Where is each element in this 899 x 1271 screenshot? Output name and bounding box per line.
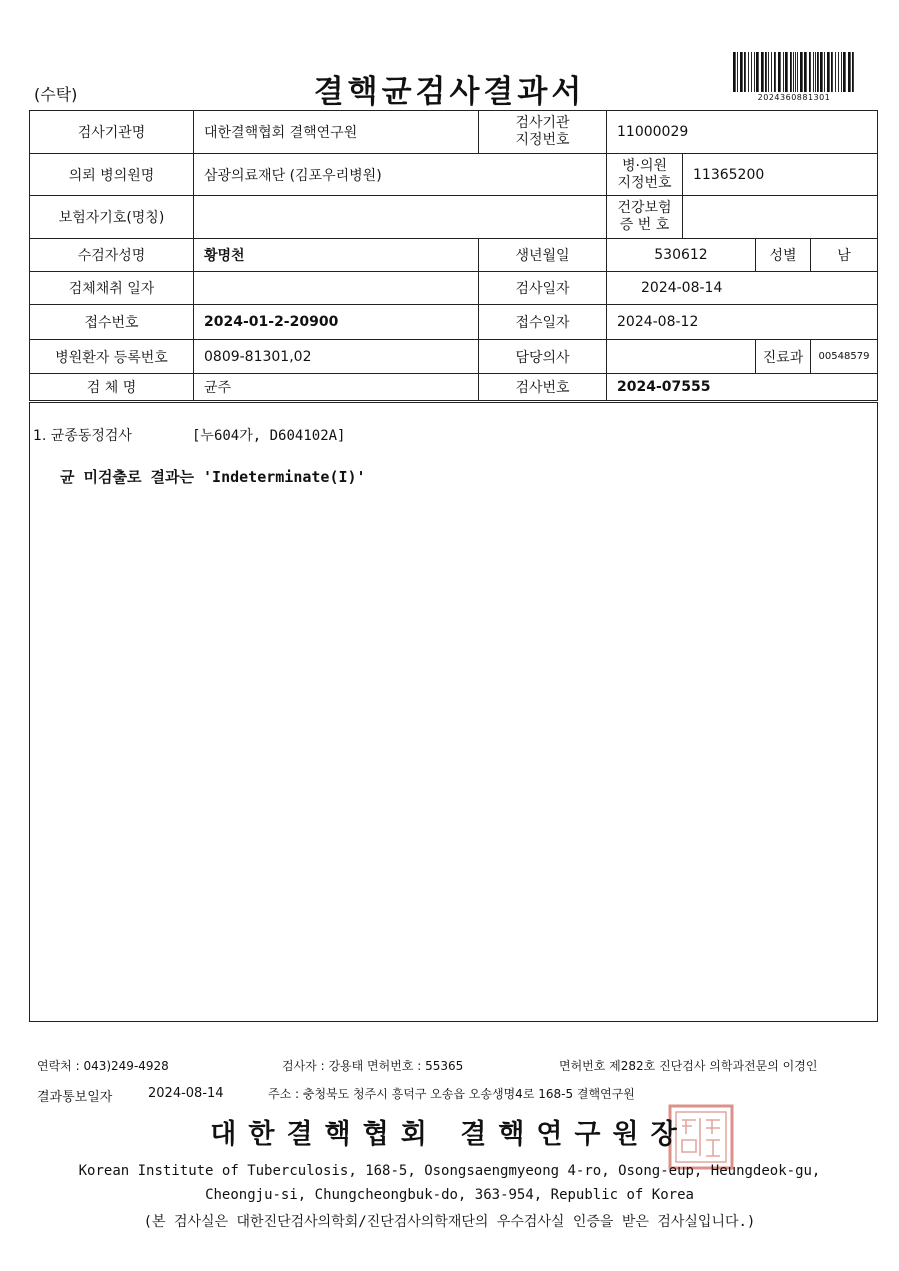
barcode-bar <box>785 52 788 92</box>
barcode-bar <box>756 52 759 92</box>
report-date-value: 2024-08-14 <box>148 1086 224 1101</box>
receipt-date-value: 2024-08-12 <box>607 305 878 340</box>
barcode-bar <box>761 52 764 92</box>
lab-name-value: 대한결핵협회 결핵연구원 <box>194 111 479 154</box>
receipt-no-label: 접수번호 <box>30 305 194 340</box>
receipt-tag: (수탁) <box>34 85 78 104</box>
insured-symbol-label: 보험자기호(명칭) <box>30 196 194 239</box>
lab-code-label <box>479 111 607 154</box>
barcode-bar <box>848 52 851 92</box>
document-title: 결핵균검사결과서 <box>313 74 586 110</box>
hospital-code-label-line2: 지정번호 <box>617 174 672 191</box>
address-en-line2: Cheongju-si, Chungcheongbuk-do, 363-954, Republic of Korea <box>205 1187 694 1203</box>
examiner-info: 검사자 : 강용태 면허번호 : 55365 <box>282 1059 464 1073</box>
barcode-bar <box>754 52 755 92</box>
hospital-name-label: 의뢰 병의원명 <box>30 154 194 196</box>
barcode-bar <box>774 52 776 92</box>
barcode-bar <box>751 52 752 92</box>
patient-name-value: 황명천 <box>194 239 479 272</box>
patient-name-label: 수검자성명 <box>30 239 194 272</box>
result-text: 균 미검출로 결과는 'Indeterminate(I)' <box>60 468 366 486</box>
barcode-bar <box>733 52 736 92</box>
report-date-label: 결과통보일자 <box>37 1090 113 1105</box>
barcode-bar <box>835 52 836 92</box>
insured-symbol-value <box>194 196 607 239</box>
barcode-bar <box>768 52 769 92</box>
doctor-value <box>607 340 756 374</box>
hospital-code-value: 11365200 <box>683 154 878 196</box>
specimen-value: 균주 <box>194 374 479 401</box>
contact-info: 연락처 : 043)249-4928 <box>37 1059 169 1073</box>
barcode-bar <box>748 52 749 92</box>
lab-code-value: 11000029 <box>607 111 878 154</box>
test-no-label: 검사번호 <box>479 374 607 401</box>
barcode-bar <box>744 52 746 92</box>
patient-reg-no-label: 병원환자 등록번호 <box>30 340 194 374</box>
lab-code-label-line1: 검사기관 <box>515 115 570 131</box>
patient-info-table <box>29 110 878 401</box>
barcode-bar <box>852 52 854 92</box>
patient-reg-no-value: 0809-81301,02 <box>194 340 479 374</box>
results-box <box>29 402 878 1022</box>
insurance-no-label-line2: 증 번 호 <box>619 217 670 233</box>
organization-name: 대한결핵협회 결핵연구원장 <box>210 1119 689 1150</box>
birth-date-value: 530612 <box>607 239 756 272</box>
hospital-code-label <box>607 154 683 196</box>
barcode-bar <box>824 52 825 92</box>
barcode-bar <box>793 52 794 92</box>
insurance-no-label-line1: 건강보험 <box>617 200 672 216</box>
barcode-bar <box>815 52 816 92</box>
barcode-bar <box>809 52 811 92</box>
barcode-bar <box>817 52 819 92</box>
test-name: 1. 균종동정검사 <box>33 428 132 444</box>
doctor-label: 담당의사 <box>479 340 607 374</box>
barcode-bar <box>783 52 784 92</box>
lab-name-label: 검사기관명 <box>30 111 194 154</box>
barcode-bar <box>765 52 767 92</box>
hospital-name-value: 삼광의료재단 (김포우리병원) <box>194 154 607 196</box>
barcode-bar <box>843 52 846 92</box>
insurance-no-label <box>607 196 683 239</box>
test-no-value: 2024-07555 <box>607 374 878 401</box>
barcode-bar <box>831 52 833 92</box>
barcode-bar <box>820 52 823 92</box>
specialist-info: 면허번호 제282호 진단검사 의학과전문의 이경인 <box>559 1059 818 1073</box>
test-date-value: 2024-08-14 <box>607 272 878 305</box>
receipt-no-value: 2024-01-2-20900 <box>194 305 479 340</box>
birth-date-label: 생년월일 <box>479 239 607 272</box>
barcode-bar <box>804 52 807 92</box>
barcode-bar <box>771 52 772 92</box>
barcode-bar <box>827 52 830 92</box>
barcode-bar <box>790 52 792 92</box>
specimen-label: 검 체 명 <box>30 374 194 401</box>
test-date-label: 검사일자 <box>479 272 607 305</box>
address-en-line1: Korean Institute of Tuberculosis, 168-5, Osongsaengmyeong 4-ro, Osong-eup, Heungdeok-gu, <box>78 1163 821 1179</box>
barcode-bar <box>737 52 738 92</box>
barcode-bar <box>800 52 803 92</box>
receipt-date-label: 접수일자 <box>479 305 607 340</box>
barcode-bar <box>797 52 798 92</box>
barcode-number: 2024360881301 <box>757 93 831 102</box>
collection-date-label: 검체채취 일자 <box>30 272 194 305</box>
certification-note: (본 검사실은 대한진단검사의학회/진단검사의학재단의 우수검사실 인증을 받은 검사실입니다.) <box>143 1214 756 1230</box>
barcode-bar <box>813 52 814 92</box>
lab-code-label-line2: 지정번호 <box>515 132 570 148</box>
barcode-bar <box>740 52 743 92</box>
barcode-bar <box>841 52 842 92</box>
barcode <box>732 52 856 92</box>
test-code: [누604가, D604102A] <box>192 428 346 444</box>
insurance-no-value <box>683 196 878 239</box>
collection-date-value <box>194 272 479 305</box>
barcode-bar <box>778 52 781 92</box>
hospital-code-label-line1: 병·의원 <box>621 157 668 174</box>
barcode-bar <box>795 52 796 92</box>
address-ko: 주소 : 충청북도 청주시 흥덕구 오송읍 오송생명4로 168-5 결핵연구원 <box>268 1087 635 1101</box>
sex-value: 남 <box>811 239 878 272</box>
barcode-bar <box>838 52 839 92</box>
department-value: 00548579 <box>811 340 878 374</box>
department-label: 진료과 <box>756 340 811 374</box>
sex-label: 성별 <box>756 239 811 272</box>
